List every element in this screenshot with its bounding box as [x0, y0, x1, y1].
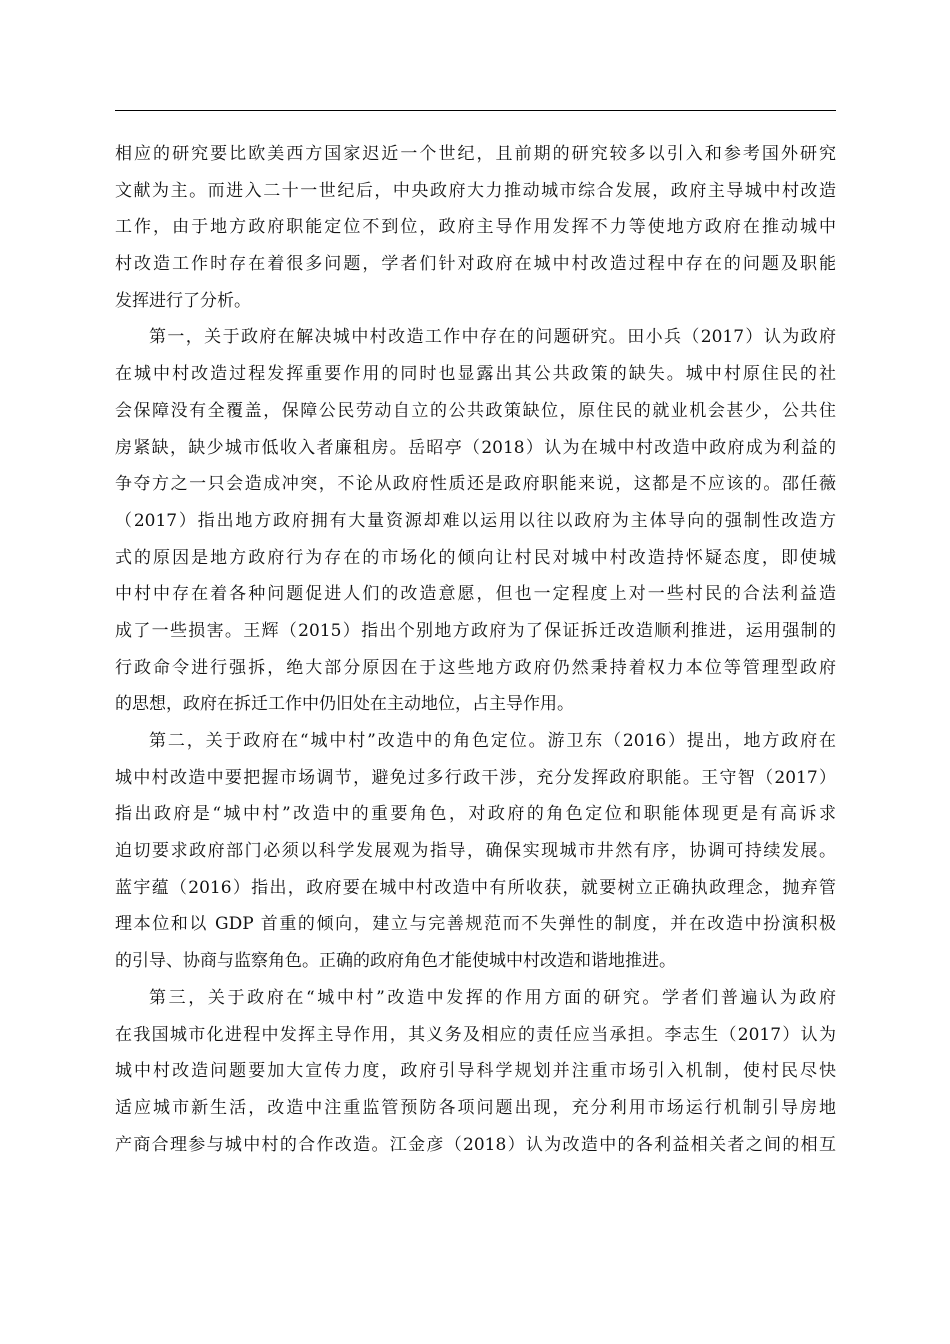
text-line: 相应的研究要比欧美西方国家迟近一个世纪，且前期的研究较多以引入和参考国外研究: [115, 144, 836, 164]
text-line: 行政命令进行强拆，绝大部分原因在于这些地方政府仍然秉持着权力本位等管理型政府: [115, 657, 836, 678]
paragraph-intro: [115, 136, 836, 319]
text-line: 在我国城市化进程中发挥主导作用，其义务及相应的责任应当承担。李志生（2017）认为: [115, 1024, 836, 1045]
text-line: 发挥进行了分析。: [115, 290, 251, 311]
text-line: 蓝宇蕴（2016）指出，政府要在城中村改造中有所收获，就要树立正确执政理念，抛弃管: [115, 877, 836, 898]
text-line: 式的原因是地方政府行为存在的市场化的倾向让村民对城中村改造持怀疑态度，即使城: [115, 547, 836, 568]
text-line: 在城中村改造过程发挥重要作用的同时也显露出其公共政策的缺失。城中村原住民的社: [115, 364, 836, 385]
paragraph-first: [115, 319, 836, 723]
text-line: 的思想，政府在拆迁工作中仍旧处在主动地位，占主导作用。: [115, 694, 574, 715]
text-line: 城中村改造问题要加大宣传力度，政府引导科学规划并注重市场引入机制，使村民尽快: [115, 1061, 836, 1082]
text-line: 村改造工作时存在着很多问题，学者们针对政府在城中村改造过程中存在的问题及职能: [115, 254, 836, 275]
header-rule: [115, 110, 836, 111]
text-line: 产商合理参与城中村的合作改造。江金彦（2018）认为改造中的各利益相关者之间的相互: [115, 1134, 836, 1155]
paragraph-third: [115, 980, 836, 1163]
paragraph-second: [115, 723, 836, 980]
text-line: 工作，由于地方政府职能定位不到位，政府主导作用发挥不力等使地方政府在推动城中: [115, 217, 836, 238]
text-line: 成了一些损害。王辉（2015）指出个别地方政府为了保证拆迁改造顺利推进，运用强制的: [115, 620, 836, 641]
text-line: 迫切要求政府部门必须以科学发展观为指导，确保实现城市井然有序，协调可持续发展。: [115, 841, 836, 862]
text-line: 房紧缺，缺少城市低收入者廉租房。岳昭亭（2018）认为在城中村改造中政府成为利益的: [115, 437, 836, 458]
text-line: 会保障没有全覆盖，保障公民劳动自立的公共政策缺位，原住民的就业机会甚少，公共住: [115, 400, 836, 421]
text-line: （2017）指出地方政府拥有大量资源却难以运用以往以政府为主体导向的强制性改造方: [115, 510, 836, 531]
document-body: [115, 136, 836, 1163]
text-line: 争夺方之一只会造成冲突，不论从政府性质还是政府职能来说，这都是不应该的。邵任薇: [115, 474, 836, 495]
text-line: 适应城市新生活，改造中注重监管预防各项问题出现，充分利用市场运行机制引导房地: [115, 1097, 836, 1118]
text-line: 第一，关于政府在解决城中村改造工作中存在的问题研究。田小兵（2017）认为政府: [149, 327, 836, 348]
text-line: 中村中存在着各种问题促进人们的改造意愿，但也一定程度上对一些村民的合法利益造: [115, 584, 836, 605]
text-line: 文献为主。而进入二十一世纪后，中央政府大力推动城市综合发展，政府主导城中村改造: [115, 180, 836, 201]
text-line: 城中村改造中要把握市场调节，避免过多行政干涉，充分发挥政府职能。王守智（2017）: [115, 767, 836, 788]
text-line: 指出政府是“城中村”改造中的重要角色，对政府的角色定位和职能体现更是有高诉求: [115, 804, 836, 825]
text-line: 第三，关于政府在“城中村”改造中发挥的作用方面的研究。学者们普遍认为政府: [149, 987, 836, 1008]
text-line: 理本位和以 GDP 首重的倾向，建立与完善规范而不失弹性的制度，并在改造中扮演积极: [115, 914, 836, 935]
text-line: 的引导、协商与监察角色。正确的政府角色才能使城中村改造和谐地推进。: [115, 951, 676, 972]
text-line: 第二，关于政府在“城中村”改造中的角色定位。游卫东（2016）提出，地方政府在: [149, 731, 836, 751]
